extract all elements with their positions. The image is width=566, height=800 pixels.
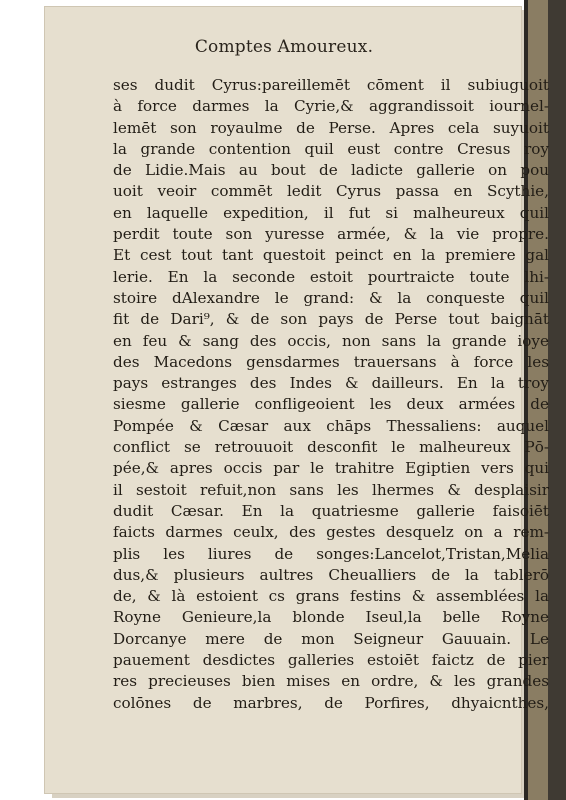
text-line: pauement desdictes galleries estoiēt faictz de pier — [113, 651, 549, 670]
text-line: en feu & sang des occis, non sans la grande ioye — [113, 331, 549, 350]
text-line: des Macedons gensdarmes trauersans à force les — [113, 352, 549, 371]
text-line: il sestoit refuit,non sans les lhermes & desplaisir — [113, 480, 549, 499]
text-line: uoit veoir commēt ledit Cyrus passa en Scythie, — [113, 182, 549, 201]
text-line: res precieuses bien mises en ordre, & les grandes — [113, 672, 549, 691]
text-line: de, & là estoient cs grans festins & assemblées la — [113, 587, 549, 606]
text-line: Royne Genieure,la blonde Iseul,la belle Royne — [113, 608, 549, 627]
text-line: la grande contention quil eust contre Cresus roy — [113, 139, 549, 158]
text-line: de Lidie.Mais au bout de ladicte gallerie on pou — [113, 161, 549, 180]
text-line: en laquelle expedition, il fut si malheureux quil — [113, 203, 549, 222]
text-line: lerie. En la seconde estoit pourtraicte toute lhi- — [113, 267, 549, 286]
text-line: Dorcanye mere de mon Seigneur Gauuain. Le — [113, 629, 549, 648]
text-line: colōnes de marbres, de Porfires, dhyaicnthes, — [113, 693, 549, 712]
text-line: fit de Dari⁹, & de son pays de Perse tout baignāt — [113, 310, 549, 329]
text-line: faicts darmes ceulx, des gestes desquelz on a rem- — [113, 523, 549, 542]
text-line: Et cest tout tant questoit peinct en la premiere gal — [113, 246, 549, 265]
text-line: siesme gallerie confligeoient les deux armées de — [113, 395, 549, 414]
text-line: plis les liures de songes:Lancelot,Tristan,Melia — [113, 544, 549, 563]
text-line: stoire dAlexandre le grand: & la conqueste quil — [113, 288, 549, 307]
text-line: conflict se retrouuoit desconfit le malheureux Pō- — [113, 438, 549, 457]
binding-edge — [548, 0, 566, 800]
book-page — [44, 6, 549, 794]
text-line: lemēt son royaulme de Perse. Apres cela suyuoit — [113, 118, 549, 137]
text-line: Pompée & Cæsar aux chāps Thessaliens: auquel — [113, 416, 549, 435]
text-line: dus,& plusieurs aultres Cheualliers de la tablerō — [113, 565, 549, 584]
text-line: pays estranges des Indes & dailleurs. En la troy — [113, 374, 549, 393]
text-line: ses dudit Cyrus:pareillemēt cōment il subiuguoit — [113, 76, 549, 94]
text-line: dudit Cæsar. En la quatriesme gallerie faisoiēt — [113, 501, 549, 520]
text-line: à force darmes la Cyrie,& aggrandissoit iournel- — [113, 97, 549, 116]
text-line: pée,& apres occis par le trahitre Egiptien vers qui — [113, 459, 549, 478]
page-body-text — [113, 75, 549, 714]
running-head: Comptes Amoureux. — [194, 37, 374, 57]
text-line: perdit toute son yuresse armée, & la vie propre. — [113, 225, 549, 244]
